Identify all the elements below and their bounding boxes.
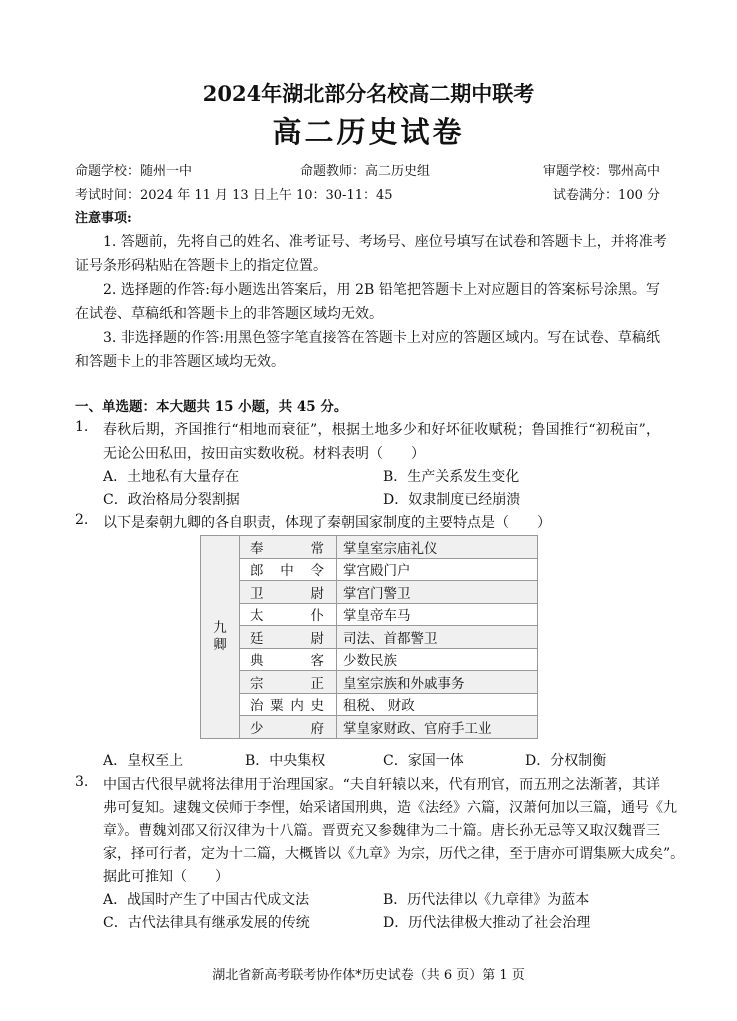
reviewer-school: 审题学校：鄂州高中 <box>542 164 660 179</box>
office-name: 奉常 <box>240 536 337 559</box>
question-stem: 无论公田私田，按田亩实数收税。材料表明（ ） <box>103 446 425 462</box>
office-name: 卫尉 <box>240 581 337 604</box>
office-duty: 掌宫门警卫 <box>337 581 538 604</box>
question-stem: 以下是秦朝九卿的各自职责，体现了秦朝国家制度的主要特点是（ ） <box>103 515 551 531</box>
table-row <box>201 626 538 649</box>
table-row <box>201 603 538 626</box>
option-a: A．战国时产生了中国古代成文法 <box>103 892 310 908</box>
table-row <box>201 558 538 581</box>
table-row <box>201 648 538 671</box>
question-stem: 据此可推知（ ） <box>103 869 229 885</box>
note-line: 1. 答题前，先将自己的姓名、准考证号、考场号、座位号填写在试卷和答题卡上，并将准考 <box>103 234 667 250</box>
question-stem: 章》。曹魏刘邵又衍汉律为十八篇。晋贾充又参魏律为二十篇。唐长孙无忌等又取汉魏晋三 <box>103 823 660 839</box>
nine-ministers-table <box>200 535 538 739</box>
note-line: 2. 选择题的作答:每小题选出答案后，用 2B 铅笔把答题卡上对应题目的答案标号涂黑。写 <box>103 282 660 298</box>
office-name: 郎中令 <box>240 558 337 581</box>
exam-time: 考试时间：2024 年 11 月 13 日上午 10：30-11：45 <box>75 188 393 203</box>
table-row <box>201 671 538 694</box>
table-row <box>201 581 538 604</box>
table-row <box>201 693 538 716</box>
office-duty: 掌皇帝车马 <box>337 603 538 626</box>
option-b: B．生产关系发生变化 <box>383 469 520 485</box>
option-c: C．政治格局分裂割据 <box>103 492 240 508</box>
option-d: D．历代法律极大推动了社会治理 <box>383 915 591 931</box>
setter-teacher: 命题教师：高二历史组 <box>300 164 431 179</box>
office-name: 廷尉 <box>240 626 337 649</box>
page-footer: 湖北省新高考联考协作体*历史试卷（共 6 页）第 1 页 <box>212 968 525 983</box>
office-duty: 少数民族 <box>337 648 538 671</box>
office-name: 太仆 <box>240 603 337 626</box>
group-label: 九卿 <box>201 536 240 739</box>
question-stem: 中国古代很早就将法律用于治理国家。“夫自轩辕以来，代有刑官，而五刑之法渐著，其详 <box>103 777 660 793</box>
office-duty: 司法、首都警卫 <box>337 626 538 649</box>
full-score: 试卷满分：100 分 <box>553 188 660 203</box>
note-line: 证号条形码粘贴在答题卡上的指定位置。 <box>75 258 327 274</box>
table-row <box>201 536 538 559</box>
option-b: B．中央集权 <box>245 753 326 769</box>
note-line: 和答题卡上的非答题区域均无效。 <box>75 354 285 370</box>
table-row <box>201 716 538 739</box>
question-stem: 家，择可行者，定为十二篇，大概皆以《九章》为宗，历代之律，至于唐亦可谓集厥大成矣”。 <box>103 846 685 862</box>
office-duty: 掌皇家财政、官府手工业 <box>337 716 538 739</box>
question-stem: 春秋后期，齐国推行“相地而衰征”，根据土地多少和好坏征收赋税；鲁国推行“初税亩”， <box>103 422 660 438</box>
option-a: A．皇权至上 <box>103 753 184 769</box>
question-number: 3. <box>75 774 89 790</box>
exam-title: 2024年湖北部分名校高二期中联考 <box>202 81 535 106</box>
office-name: 治粟内史 <box>240 693 337 716</box>
question-stem: 弗可复知。逮魏文侯师于李悝，始采诸国刑典，造《法经》六篇，汉萧何加以三篇，通号《九 <box>103 800 677 816</box>
office-name: 宗正 <box>240 671 337 694</box>
office-duty: 租税、 财政 <box>337 693 538 716</box>
note-line: 3. 非选择题的作答:用黑色签字笔直接答在答题卡上对应的答题区域内。写在试卷、草稿纸 <box>103 330 660 346</box>
office-duty: 掌宫殿门户 <box>337 558 538 581</box>
office-name: 典客 <box>240 648 337 671</box>
notes-heading: 注意事项: <box>75 211 132 226</box>
option-b: B．历代法律以《九章律》为蓝本 <box>383 892 590 908</box>
question-number: 2. <box>75 512 89 528</box>
exam-subtitle: 高二历史试卷 <box>272 115 465 149</box>
office-duty: 皇室宗族和外戚事务 <box>337 671 538 694</box>
option-c: C．家国一体 <box>383 753 464 769</box>
office-name: 少府 <box>240 716 337 739</box>
option-d: D．奴隶制度已经崩溃 <box>383 492 521 508</box>
setter-school: 命题学校：随州一中 <box>75 164 193 179</box>
note-line: 在试卷、草稿纸和答题卡上的非答题区域均无效。 <box>75 306 383 322</box>
option-a: A．土地私有大量存在 <box>103 469 240 485</box>
question-number: 1. <box>75 419 89 435</box>
option-c: C．古代法律具有继承发展的传统 <box>103 915 310 931</box>
section-heading: 一、单选题：本大题共 15 小题，共 45 分。 <box>75 399 348 415</box>
option-d: D．分权制衡 <box>525 753 607 769</box>
office-duty: 掌皇室宗庙礼仪 <box>337 536 538 559</box>
